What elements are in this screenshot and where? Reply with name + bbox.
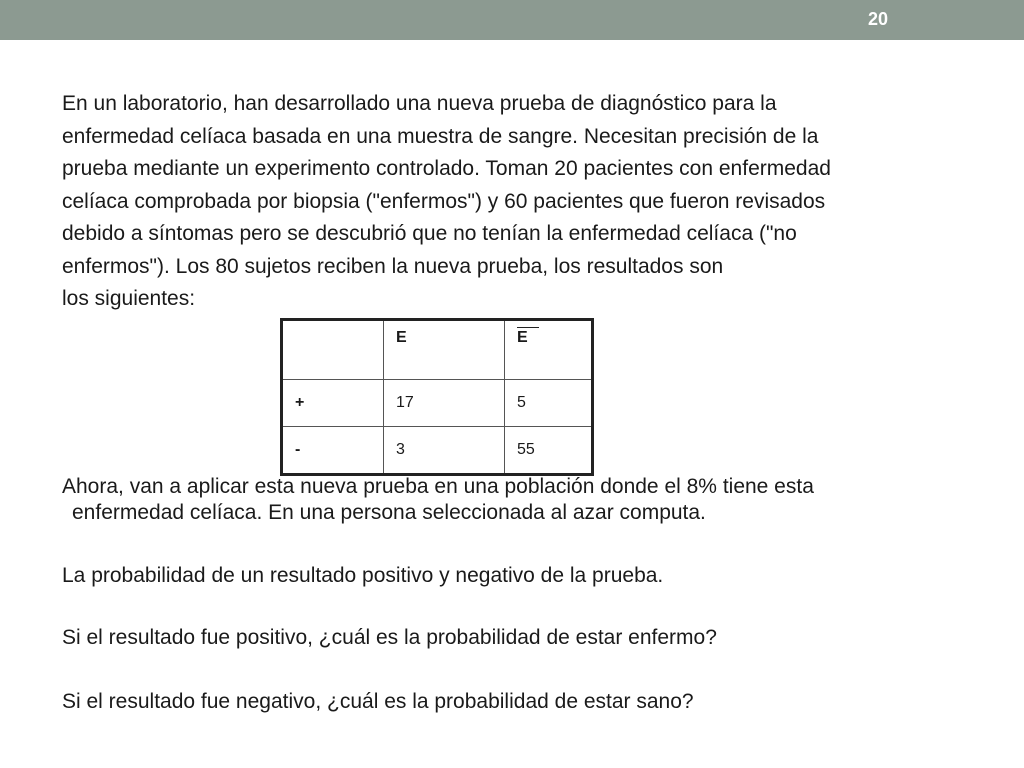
- results-table: [280, 318, 594, 476]
- intro-line: los siguientes:: [62, 287, 196, 310]
- question-1: La probabilidad de un resultado positivo y negativo de la prueba.: [62, 564, 664, 587]
- cell-positive-sick: 17: [384, 380, 505, 427]
- table-row: [282, 427, 593, 475]
- slide-header-bar: [0, 0, 1024, 40]
- question-3: Si el resultado fue negativo, ¿cuál es la probabilidad de estar sano?: [62, 690, 694, 713]
- question-2: Si el resultado fue positivo, ¿cuál es la probabilidad de estar enfermo?: [62, 626, 717, 649]
- intro-line: debido a síntomas pero se descubrió que no tenían la enfermedad celíaca ("no: [62, 222, 797, 245]
- cell-negative-not-sick: 55: [505, 427, 593, 475]
- context-line-2: enfermedad celíaca. En una persona seleccionada al azar computa.: [72, 501, 706, 524]
- header-not-sick: [505, 320, 593, 380]
- intro-paragraph: [62, 88, 982, 316]
- intro-line: enfermos"). Los 80 sujetos reciben la nueva prueba, los resultados son: [62, 254, 724, 278]
- table-row: [282, 380, 593, 427]
- intro-line: celíaca comprobada por biopsia ("enfermos") y 60 pacientes que fueron revisados: [62, 189, 826, 213]
- intro-line: enfermedad celíaca basada en una muestra de sangre. Necesitan precisión de la: [62, 124, 819, 148]
- context-paragraph: [62, 473, 982, 525]
- table-corner-cell: [282, 320, 384, 380]
- cell-positive-not-sick: 5: [505, 380, 593, 427]
- table-header-row: [282, 320, 593, 380]
- intro-line: En un laboratorio, han desarrollado una nueva prueba de diagnóstico para la: [62, 92, 777, 115]
- intro-line: prueba mediante un experimento controlado. Toman 20 pacientes con enfermedad: [62, 157, 831, 180]
- cell-negative-sick: 3: [384, 427, 505, 475]
- header-sick: E: [384, 320, 505, 380]
- header-not-sick-label: E: [517, 327, 539, 347]
- context-line-1: Ahora, van a aplicar esta nueva prueba en una población donde el 8% tiene esta: [62, 475, 814, 498]
- slide-number: 20: [867, 9, 888, 29]
- row-label-negative: -: [282, 427, 384, 475]
- row-label-positive: +: [282, 380, 384, 427]
